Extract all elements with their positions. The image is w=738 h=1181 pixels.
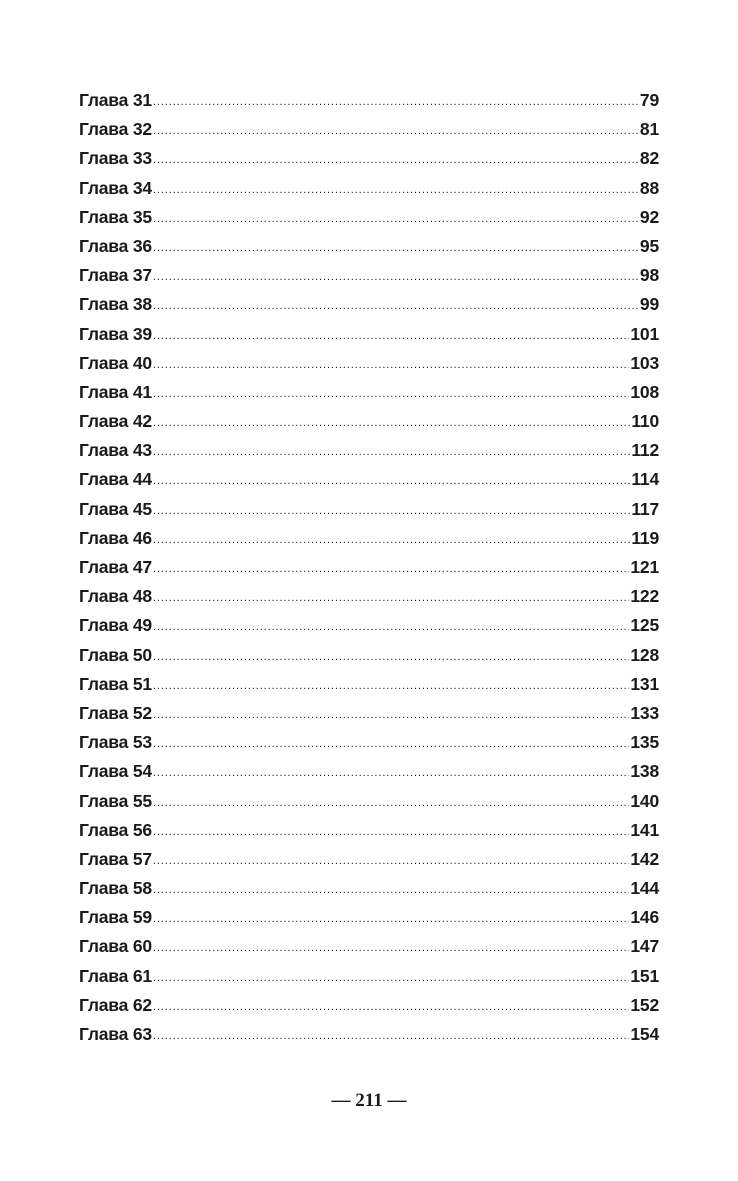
dot-leader [153, 855, 630, 867]
toc-entry [79, 528, 659, 557]
toc-entry-page: 144 [630, 878, 659, 899]
toc-entry-title: Глава 31 [79, 90, 152, 110]
toc-entry-page: 141 [630, 819, 659, 840]
toc-entry [79, 178, 659, 207]
toc-entry-title: Глава 53 [79, 732, 152, 753]
toc-entry-page: 152 [630, 994, 659, 1015]
toc-entry [79, 849, 659, 878]
toc-entry-page: 125 [630, 615, 659, 636]
toc-entry-page: 146 [630, 907, 659, 928]
toc-entry [79, 791, 659, 820]
dot-leader [153, 621, 630, 633]
toc-entry [79, 265, 659, 294]
toc-entry-page: 131 [630, 673, 659, 694]
toc-entry [79, 907, 659, 936]
toc-entry-title: Глава 58 [79, 878, 152, 899]
toc-entry-page: 79 [639, 90, 659, 110]
toc-entry-title: Глава 38 [79, 294, 152, 315]
dot-leader [153, 563, 630, 575]
toc-entry-title: Глава 40 [79, 352, 152, 373]
toc-entry-title: Глава 47 [79, 557, 152, 577]
toc-entry-title: Глава 44 [79, 469, 152, 490]
dot-leader [153, 505, 630, 517]
toc-entry-page: 88 [639, 177, 659, 198]
dot-leader [153, 300, 639, 312]
toc-entry-page: 119 [631, 527, 659, 548]
toc-entry [79, 557, 659, 586]
toc-entry-title: Глава 43 [79, 440, 152, 461]
dot-leader [153, 767, 630, 779]
dot-leader [153, 271, 639, 283]
toc-entry-title: Глава 54 [79, 761, 152, 782]
dot-leader [153, 213, 639, 225]
toc-entry [79, 294, 659, 323]
toc-entry-title: Глава 59 [79, 907, 152, 928]
toc-entry-title: Глава 41 [79, 381, 152, 402]
dot-leader [153, 651, 630, 663]
toc-entry-page: 110 [631, 411, 659, 432]
toc-entry-title: Глава 33 [79, 148, 152, 169]
toc-entry-title: Глава 60 [79, 936, 152, 957]
toc-entry-page: 128 [630, 644, 659, 665]
toc-entry-title: Глава 61 [79, 965, 152, 986]
toc-entry-page: 114 [631, 469, 659, 490]
toc-entry-page: 92 [639, 206, 659, 227]
toc-entry [79, 586, 659, 615]
toc-entry [79, 90, 659, 119]
toc-entry [79, 995, 659, 1024]
dot-leader [153, 797, 630, 809]
toc-entry [79, 324, 659, 353]
toc-entry [79, 411, 659, 440]
toc-entry-page: 154 [630, 1024, 659, 1044]
dot-leader [153, 738, 630, 750]
toc-entry [79, 761, 659, 790]
toc-entry-title: Глава 32 [79, 119, 152, 140]
toc-entry-page: 108 [630, 381, 659, 402]
toc-entry-title: Глава 62 [79, 994, 152, 1015]
dot-leader [153, 475, 630, 487]
dot-leader [153, 592, 630, 604]
dot-leader [153, 709, 630, 721]
dot-leader [153, 154, 639, 166]
toc-entry-page: 101 [630, 323, 659, 344]
toc-entry [79, 353, 659, 382]
toc-entry-title: Глава 55 [79, 790, 152, 811]
toc-entry [79, 878, 659, 907]
toc-entry-title: Глава 56 [79, 819, 152, 840]
dot-leader [153, 242, 639, 254]
toc-entry-page: 138 [630, 761, 659, 782]
dot-leader [153, 1001, 630, 1013]
toc-entry [79, 469, 659, 498]
page-number: — 211 — [331, 1090, 407, 1111]
toc-entry-title: Глава 45 [79, 498, 152, 519]
toc-entry [79, 236, 659, 265]
toc-entry-page: 135 [630, 732, 659, 753]
toc-entry-title: Глава 35 [79, 206, 152, 227]
toc-entry-page: 112 [631, 440, 659, 461]
toc-entry [79, 936, 659, 965]
toc-entry-title: Глава 37 [79, 265, 152, 286]
dot-leader [153, 913, 630, 925]
toc-entry-page: 103 [630, 352, 659, 373]
toc-entry [79, 674, 659, 703]
dot-leader [153, 330, 630, 342]
toc-entry-title: Глава 42 [79, 411, 152, 432]
toc-entry-page: 95 [639, 235, 659, 256]
toc-entry-title: Глава 51 [79, 673, 152, 694]
dot-leader [153, 184, 639, 196]
toc-entry-title: Глава 49 [79, 615, 152, 636]
toc-entry-page: 98 [639, 265, 659, 286]
toc-entry-page: 151 [630, 965, 659, 986]
toc-entry [79, 148, 659, 177]
toc-entry-page: 81 [639, 119, 659, 140]
toc-entry [79, 645, 659, 674]
dot-leader [153, 388, 630, 400]
toc-entry-title: Глава 52 [79, 702, 152, 723]
toc-entry-page: 147 [630, 936, 659, 957]
toc-entry [79, 499, 659, 528]
toc-entry-title: Глава 48 [79, 586, 152, 607]
dot-leader [153, 96, 639, 108]
toc-entry-page: 133 [630, 702, 659, 723]
toc-entry [79, 966, 659, 995]
dot-leader [153, 680, 630, 692]
toc-entry [79, 440, 659, 469]
dot-leader [153, 446, 630, 458]
toc-entry-title: Глава 63 [79, 1024, 152, 1044]
toc-entry-title: Глава 57 [79, 848, 152, 869]
dot-leader [153, 125, 639, 137]
dot-leader [153, 884, 630, 896]
toc-entry-page: 142 [630, 848, 659, 869]
toc-entry-page: 121 [630, 557, 659, 577]
toc-entry-title: Глава 46 [79, 527, 152, 548]
toc-entry [79, 382, 659, 411]
table-of-contents [79, 90, 659, 1053]
dot-leader [153, 826, 630, 838]
toc-entry-title: Глава 50 [79, 644, 152, 665]
toc-entry-page: 122 [630, 586, 659, 607]
dot-leader [153, 534, 630, 546]
toc-entry-page: 82 [639, 148, 659, 169]
toc-entry [79, 119, 659, 148]
toc-entry [79, 732, 659, 761]
toc-entry-title: Глава 34 [79, 177, 152, 198]
dot-leader [153, 942, 630, 954]
toc-entry [79, 703, 659, 732]
dot-leader [153, 417, 630, 429]
dot-leader [153, 1030, 630, 1042]
toc-entry-title: Глава 39 [79, 323, 152, 344]
dot-leader [153, 972, 630, 984]
toc-entry-page: 99 [639, 294, 659, 315]
toc-entry [79, 1024, 659, 1053]
toc-entry [79, 820, 659, 849]
toc-entry-title: Глава 36 [79, 235, 152, 256]
dot-leader [153, 359, 630, 371]
toc-entry-page: 117 [631, 498, 659, 519]
toc-entry [79, 207, 659, 236]
toc-entry [79, 615, 659, 644]
toc-entry-page: 140 [630, 790, 659, 811]
